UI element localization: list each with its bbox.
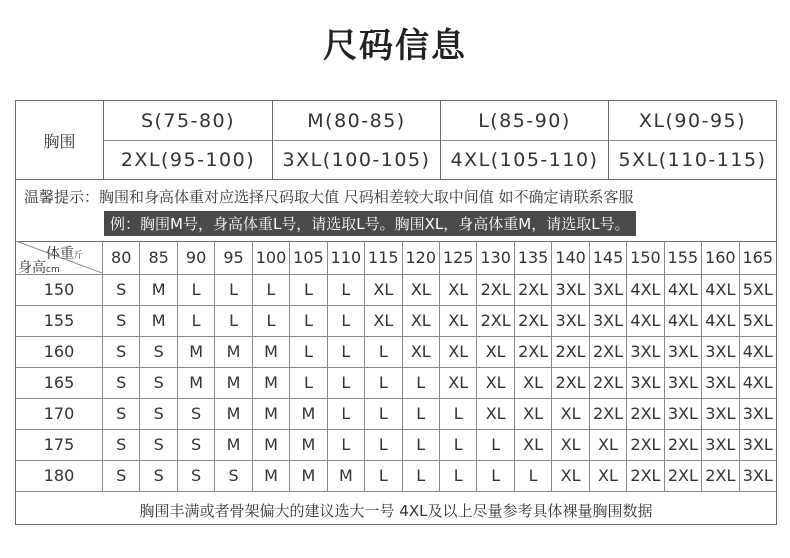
size-cell: 2XL [476,274,513,305]
height-cell: 160 [43,342,75,361]
size-cell: L [214,274,251,305]
tip-example: 例：胸围M号，身高体重L号，请选取L号。胸围XL，身高体重M，请选取L号。 [104,211,636,236]
height-cell: 170 [43,404,75,423]
size-cell: 2XL [551,367,588,398]
size-cell: 4XL [739,367,776,398]
size-cell: L [289,274,326,305]
table-row [16,274,776,306]
size-cell: 3XL [626,336,663,367]
size-cell: L [252,274,289,305]
weight-unit: 斤 [74,251,84,261]
size-cell: L [476,460,513,491]
size-cell: L [289,336,326,367]
size-cell: XL [476,336,513,367]
size-cell: L [402,367,439,398]
weight-header-cell: 160 [701,241,738,274]
size-cell: L [402,460,439,491]
size-cell: 3XL [701,367,738,398]
size-cell: M [252,398,289,429]
weight-header-row [16,241,776,275]
size-cell: S [214,460,251,491]
table-row [16,429,776,461]
size-cell: 3XL [664,398,701,429]
weight-header-cell: 150 [626,241,663,274]
size-cell: L [252,305,289,336]
size-cell: 3XL [551,274,588,305]
size-cell: S [139,429,176,460]
size-cell: M [252,460,289,491]
height-cell: 180 [43,466,75,485]
weight-header-cell: 140 [551,241,588,274]
size-cell: 2XL [664,460,701,491]
height-label: 身高 [18,260,46,276]
size-cell: L [177,274,214,305]
size-cell: 3XL [739,429,776,460]
size-chart-table [15,100,777,525]
weight-header-cell: 85 [139,241,176,274]
chest-size-xl: XL(90-95) [608,101,776,140]
size-cell: M [289,429,326,460]
size-cell: 3XL [701,398,738,429]
size-cell: 3XL [626,367,663,398]
size-cell: M [289,398,326,429]
size-cell: S [139,398,176,429]
size-cell: 3XL [739,398,776,429]
bottom-note: 胸围丰满或者骨架偏大的建议选大一号 4XL及以上尽量参考具体裸量胸围数据 [139,501,653,520]
size-cell: L [439,460,476,491]
size-cell: M [214,336,251,367]
size-cell: M [252,336,289,367]
tip-text: 温馨提示：胸围和身高体重对应选择尺码取大值 尺码相差较大取中间值 如不确定请联系客服 [24,188,634,206]
size-cell: 2XL [664,429,701,460]
chest-size-3xl: 3XL(100-105) [272,140,440,179]
weight-header-cell: 115 [364,241,401,274]
size-cell: 3XL [589,274,626,305]
size-cell: S [102,274,139,305]
size-cell: 4XL [626,274,663,305]
size-cell: 2XL [476,305,513,336]
size-cell: 2XL [589,336,626,367]
size-cell: L [476,429,513,460]
size-cell: XL [476,367,513,398]
size-cell: S [139,367,176,398]
size-cell: 2XL [551,336,588,367]
size-cell: 2XL [514,305,551,336]
size-cell: S [102,367,139,398]
height-cell: 175 [43,435,75,454]
size-cell: XL [476,398,513,429]
height-cell: 150 [43,280,75,299]
size-cell: 2XL [514,336,551,367]
size-cell: L [439,429,476,460]
size-cell: XL [514,398,551,429]
chest-size-2xl: 2XL(95-100) [120,148,256,171]
size-cell: 4XL [701,305,738,336]
size-cell: XL [551,398,588,429]
weight-header-cell: 80 [102,241,139,274]
size-cell: S [139,460,176,491]
weight-header-cell: 105 [289,241,326,274]
size-cell: M [252,429,289,460]
size-cell: L [364,429,401,460]
size-cell: L [327,274,364,305]
size-cell: XL [514,367,551,398]
size-cell: 2XL [701,460,738,491]
height-cell: 165 [43,373,75,392]
size-cell: 4XL [739,336,776,367]
size-cell: XL [551,429,588,460]
table-row [16,460,776,492]
size-cell: L [402,429,439,460]
size-cell: S [177,429,214,460]
size-cell: L [402,398,439,429]
size-cell: M [214,398,251,429]
size-cell: M [289,460,326,491]
size-cell: S [102,305,139,336]
weight-header-cell: 165 [739,241,776,274]
size-cell: 4XL [701,274,738,305]
table-row [16,398,776,430]
size-cell: L [439,398,476,429]
weight-label: 体重 [46,246,74,262]
size-cell: M [139,305,176,336]
size-cell: M [214,367,251,398]
size-cell: 2XL [626,429,663,460]
size-cell: M [252,367,289,398]
chest-size-l: L(85-90) [440,101,608,140]
weight-header-cell: 125 [439,241,476,274]
size-cell: 2XL [626,460,663,491]
chest-size-s: S(75-80) [140,109,236,132]
size-cell: XL [402,336,439,367]
size-cell: XL [439,336,476,367]
height-cell: 155 [43,311,75,330]
size-cell: L [364,398,401,429]
size-cell: 5XL [739,274,776,305]
size-cell: 3XL [701,429,738,460]
size-cell: L [289,305,326,336]
size-cell: 4XL [664,274,701,305]
weight-header-cell: 100 [252,241,289,274]
size-cell: L [327,305,364,336]
size-cell: L [514,460,551,491]
size-cell: S [177,398,214,429]
table-row [16,336,776,368]
size-cell: 3XL [664,367,701,398]
weight-header-cell: 90 [177,241,214,274]
size-cell: 2XL [589,398,626,429]
size-cell: XL [402,274,439,305]
size-cell: L [364,367,401,398]
weight-header-cell: 155 [664,241,701,274]
size-cell: 3XL [739,460,776,491]
chest-size-m: M(80-85) [272,101,440,140]
weight-header-cell: 120 [402,241,439,274]
size-cell: M [139,274,176,305]
size-cell: L [177,305,214,336]
size-cell: L [327,367,364,398]
chest-size-4xl: 4XL(105-110) [440,140,608,179]
size-cell: 4XL [626,305,663,336]
weight-header-cell: 130 [476,241,513,274]
size-cell: XL [589,460,626,491]
size-cell: XL [589,429,626,460]
size-cell: 3XL [551,305,588,336]
size-cell: 2XL [626,398,663,429]
size-cell: XL [439,305,476,336]
weight-header-cell: 95 [214,241,251,274]
size-cell: L [364,336,401,367]
tips-section [16,179,776,242]
corner-cell [16,241,102,274]
weight-header-cell: 110 [327,241,364,274]
size-cell: S [102,398,139,429]
chest-size-5xl: 5XL(110-115) [608,140,776,179]
size-cell: XL [439,274,476,305]
size-cell: XL [439,367,476,398]
height-unit: cm [46,265,60,275]
size-cell: 2XL [514,274,551,305]
table-row [16,367,776,399]
size-cell: M [177,367,214,398]
size-cell: XL [551,460,588,491]
size-cell: L [289,367,326,398]
size-cell: XL [514,429,551,460]
size-cell: L [364,460,401,491]
size-cell: 2XL [589,367,626,398]
size-cell: S [102,429,139,460]
weight-header-cell: 135 [514,241,551,274]
size-cell: XL [364,305,401,336]
size-cell: M [327,460,364,491]
size-cell: 3XL [589,305,626,336]
size-cell: L [327,336,364,367]
weight-header-cell: 145 [589,241,626,274]
size-cell: S [177,460,214,491]
size-cell: L [327,398,364,429]
chest-label: 胸围 [16,101,104,179]
size-cell: S [139,336,176,367]
table-row [16,305,776,337]
size-cell: 5XL [739,305,776,336]
size-cell: L [327,429,364,460]
size-cell: S [102,336,139,367]
size-cell: M [177,336,214,367]
size-cell: XL [364,274,401,305]
size-cell: 3XL [701,336,738,367]
size-cell: S [102,460,139,491]
size-cell: 4XL [664,305,701,336]
size-cell: L [214,305,251,336]
chest-size-section [16,101,776,180]
size-cell: 3XL [664,336,701,367]
page-title: 尺码信息 [323,26,467,66]
size-cell: XL [402,305,439,336]
size-cell: M [214,429,251,460]
